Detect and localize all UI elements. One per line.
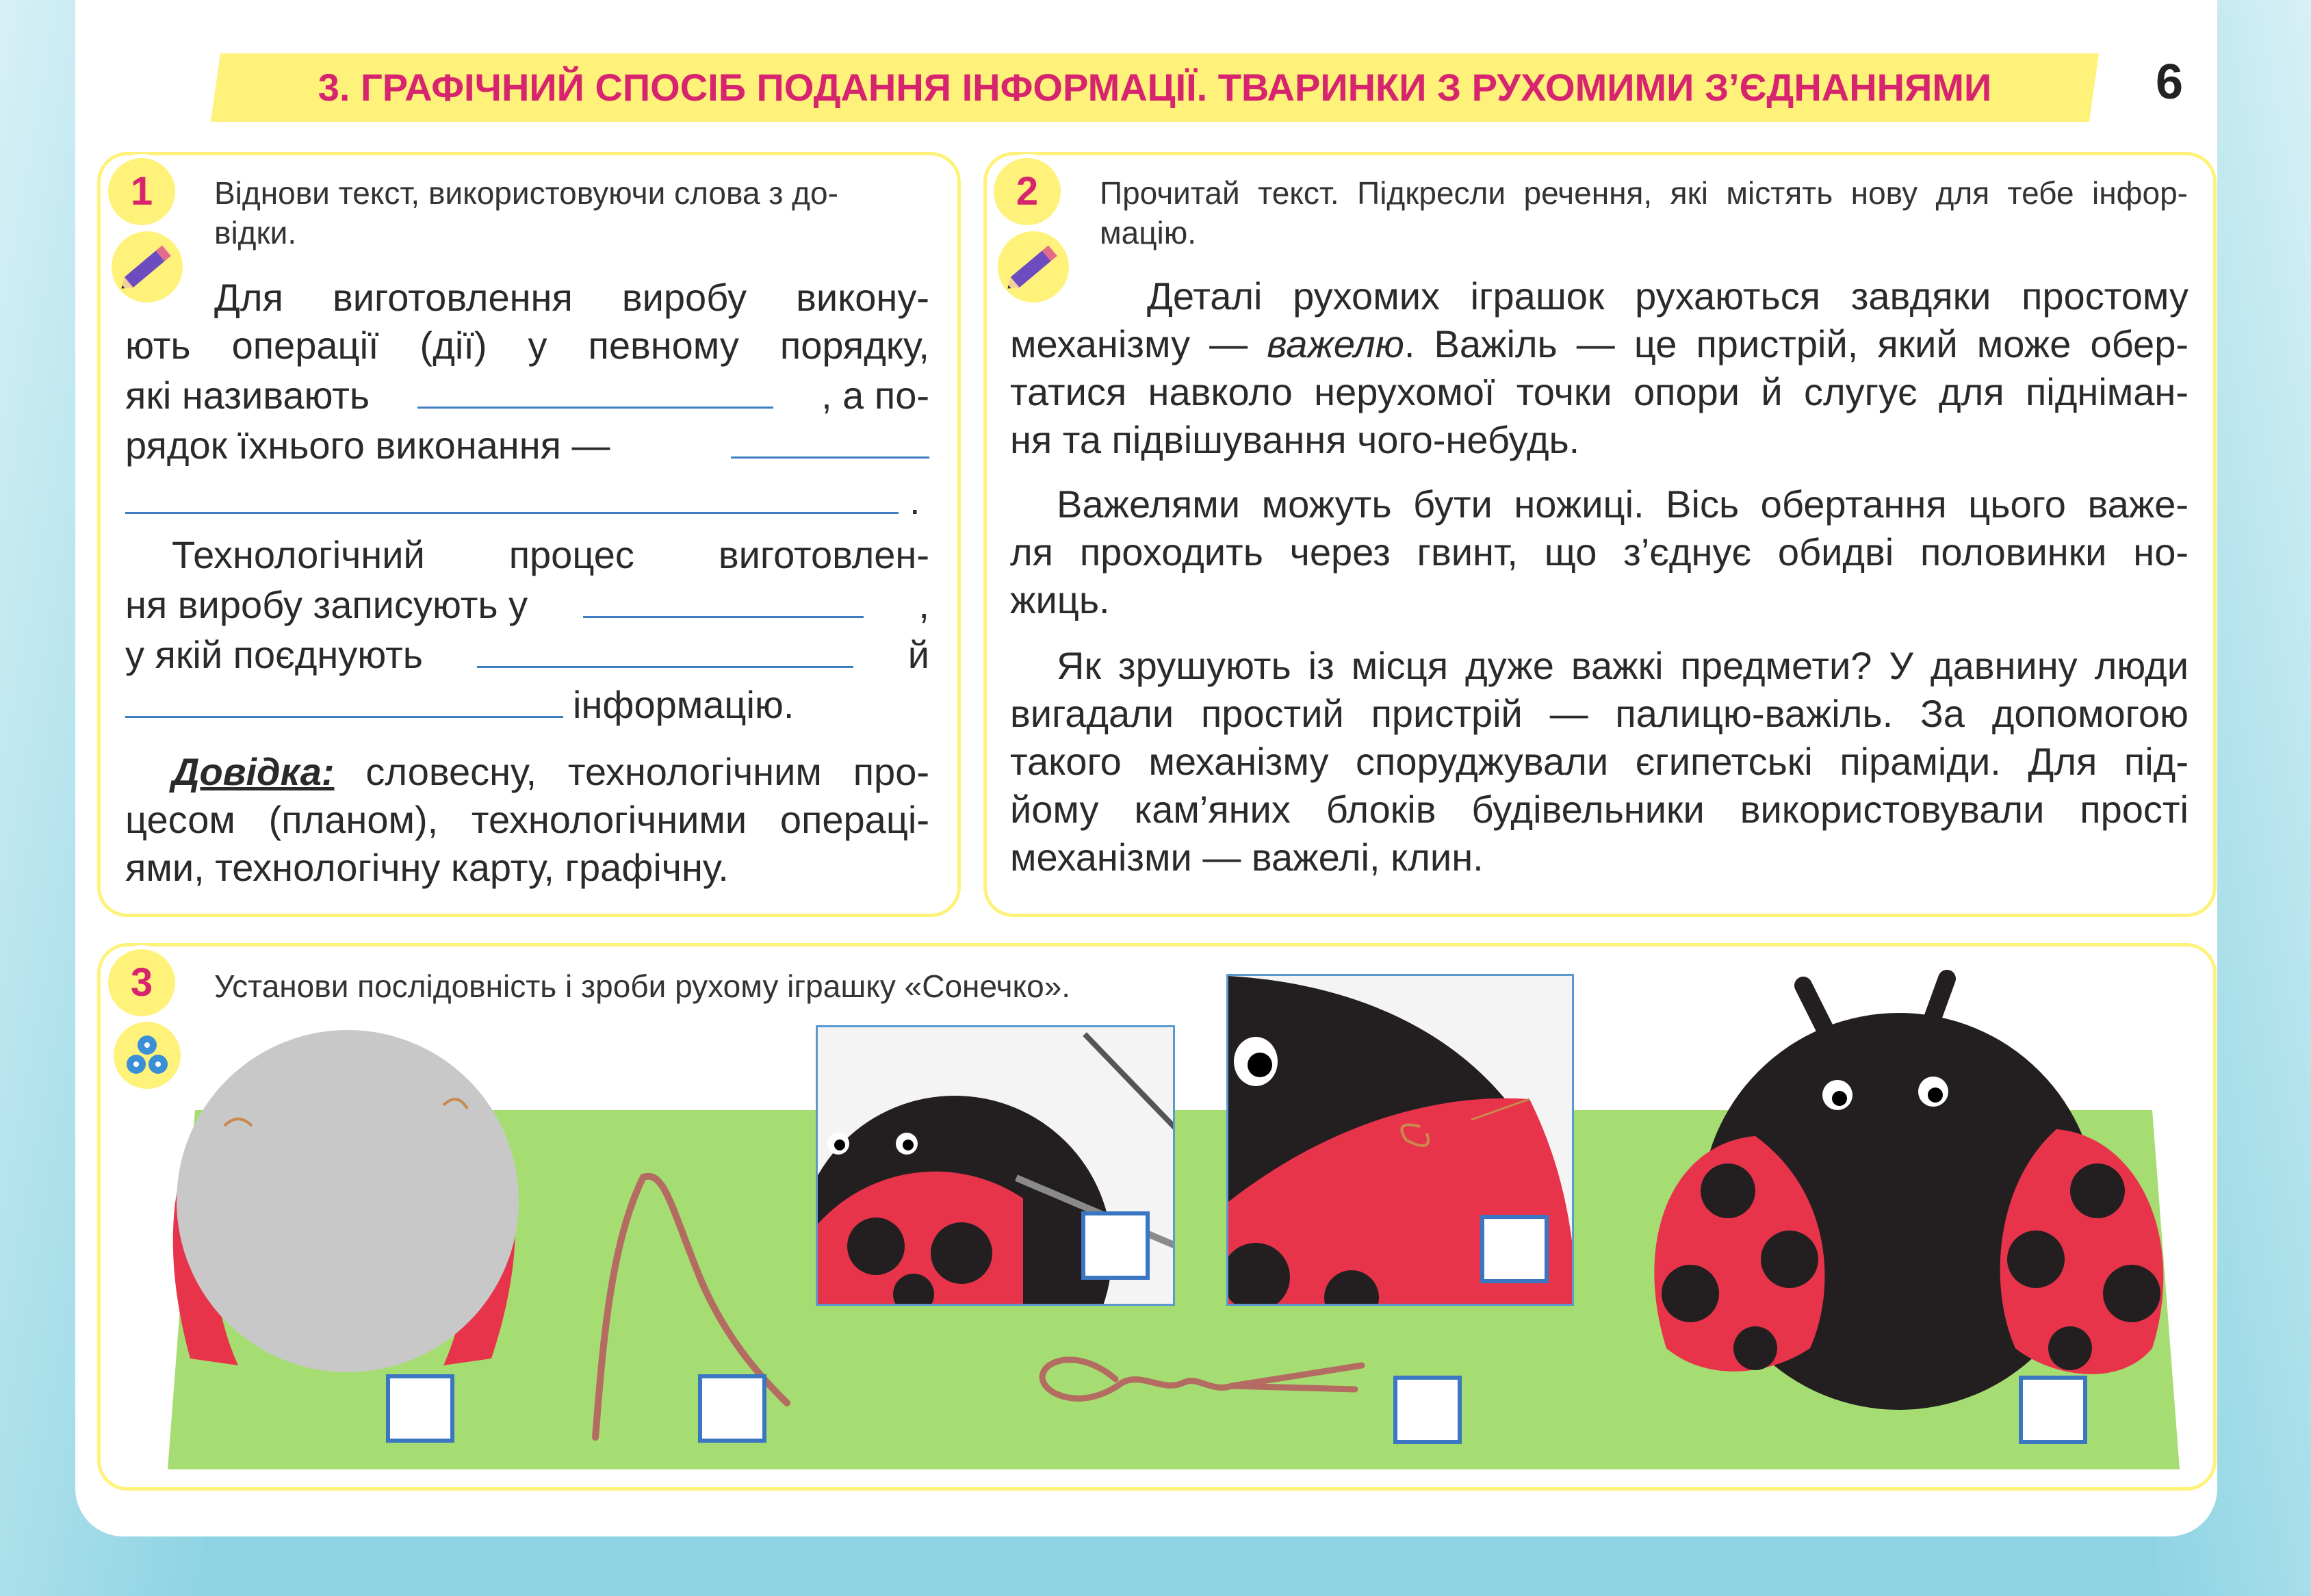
task2-p3-line1: Як зрушують із місця дуже важкі предмети? У давнину люди [1057, 644, 2189, 687]
task2-p3-line4: йому кам’яних блоків будівельники використовували прості [1010, 788, 2189, 831]
task2-p1-line2b: . Важіль — це пристрій, який може обер- [1404, 322, 2189, 365]
task2-p3-line5: механізми — важелі, клин. [1010, 836, 1484, 879]
page-number: 6 [2155, 55, 2184, 110]
sequence-checkbox-5[interactable] [1393, 1376, 1462, 1444]
sequence-checkbox-2[interactable] [698, 1374, 766, 1443]
task1-p2-line3b: й [907, 633, 929, 676]
reference-label: Довідка: [172, 750, 335, 793]
reference-line2: цесом (планом), технологічними операці- [125, 798, 929, 841]
task3-instruction: Установи послідовність і зроби рухому іграшку «Сонечко». [214, 968, 1071, 1004]
blank-input[interactable] [731, 420, 929, 459]
task1-p1-line2: ють операції (дії) у певному порядку, [125, 324, 929, 367]
task2-p1-line2-italic: важелю [1267, 322, 1404, 365]
blank-input[interactable] [125, 679, 563, 718]
bent-wire [582, 1163, 808, 1444]
task2-p1-line1: Деталі рухомих іграшок рухаються завдяки простому [1147, 274, 2189, 318]
task1-p1-line4a: рядок їхнього виконання — [125, 424, 610, 467]
task3-number: 3 [104, 945, 179, 1020]
task2-p1-line2a: механізму — [1010, 322, 1248, 365]
task2-p2-line2: ля проходить через гвинт, що з’єднує обидві половинки но- [1010, 530, 2189, 574]
task1-p2-line4b: інформацію. [573, 683, 795, 726]
task2-p3-line2: вигадали простий пристрій — палицю-важіль. За допомогою [1010, 692, 2189, 735]
ladybug-back-view [149, 1030, 560, 1372]
reference-line3: ями, технологічну карту, графічну. [125, 846, 729, 889]
sequence-checkbox-1[interactable] [386, 1374, 454, 1443]
task1-p1-line3a: які називають [125, 374, 370, 417]
blank-input[interactable] [125, 475, 899, 514]
blank-input[interactable] [417, 370, 773, 409]
task1-p2-line3a: у якій поєднують [125, 633, 423, 676]
task2-p2-line1: Важелями можуть бути ножиці. Вісь обертання цього важе- [1057, 482, 2189, 526]
sequence-checkbox-4[interactable] [1480, 1215, 1549, 1283]
task1-instruction-line2: відки. [214, 215, 297, 250]
blank-input[interactable] [477, 629, 853, 668]
task1-p1-line3b: , а по- [821, 374, 929, 417]
task1-p2-line2a: ня виробу записують у [125, 583, 528, 626]
task2-p1-line3: татися навколо нерухомої точки опори й слугує для підніман- [1010, 370, 2189, 413]
sequence-checkbox-6[interactable] [2019, 1376, 2087, 1444]
page-title: 3. ГРАФІЧНИЙ СПОСІБ ПОДАННЯ ІНФОРМАЦІЇ. ТВАРИНКИ З РУХОМИМИ З’ЄДНАННЯМИ [318, 66, 1992, 109]
task2-p1-line4: ня та підвішування чого-небудь. [1010, 418, 1580, 461]
task2-number: 2 [990, 154, 1065, 229]
task2-instruction-line1: Прочитай текст. Підкресли речення, які містять нову для тебе інфор- [1100, 175, 2188, 211]
task1-p1-line5-end: . [909, 479, 920, 522]
task1-instruction-line1: Віднови текст, використовуючи слова з до- [214, 175, 838, 211]
task1-p2-line1: Технологічний процес виготовлен- [172, 533, 929, 576]
wire-loop [1027, 1345, 1376, 1427]
blank-input[interactable] [583, 579, 864, 618]
task1-p2-line2b: , [918, 583, 929, 626]
reference-line1: словесну, технологічним про- [365, 750, 929, 793]
task2-instruction-line2: мацію. [1100, 215, 1197, 250]
task1-number: 1 [104, 154, 179, 229]
sequence-checkbox-3[interactable] [1081, 1211, 1150, 1280]
ladybug-finished [1646, 965, 2193, 1437]
task2-p3-line3: такого механізму споруджували єгипетські піраміди. Для під- [1010, 740, 2189, 783]
task1-p1-line1: Для виготовлення виробу викону- [214, 276, 929, 319]
task2-p2-line3: жиць. [1010, 578, 1110, 621]
